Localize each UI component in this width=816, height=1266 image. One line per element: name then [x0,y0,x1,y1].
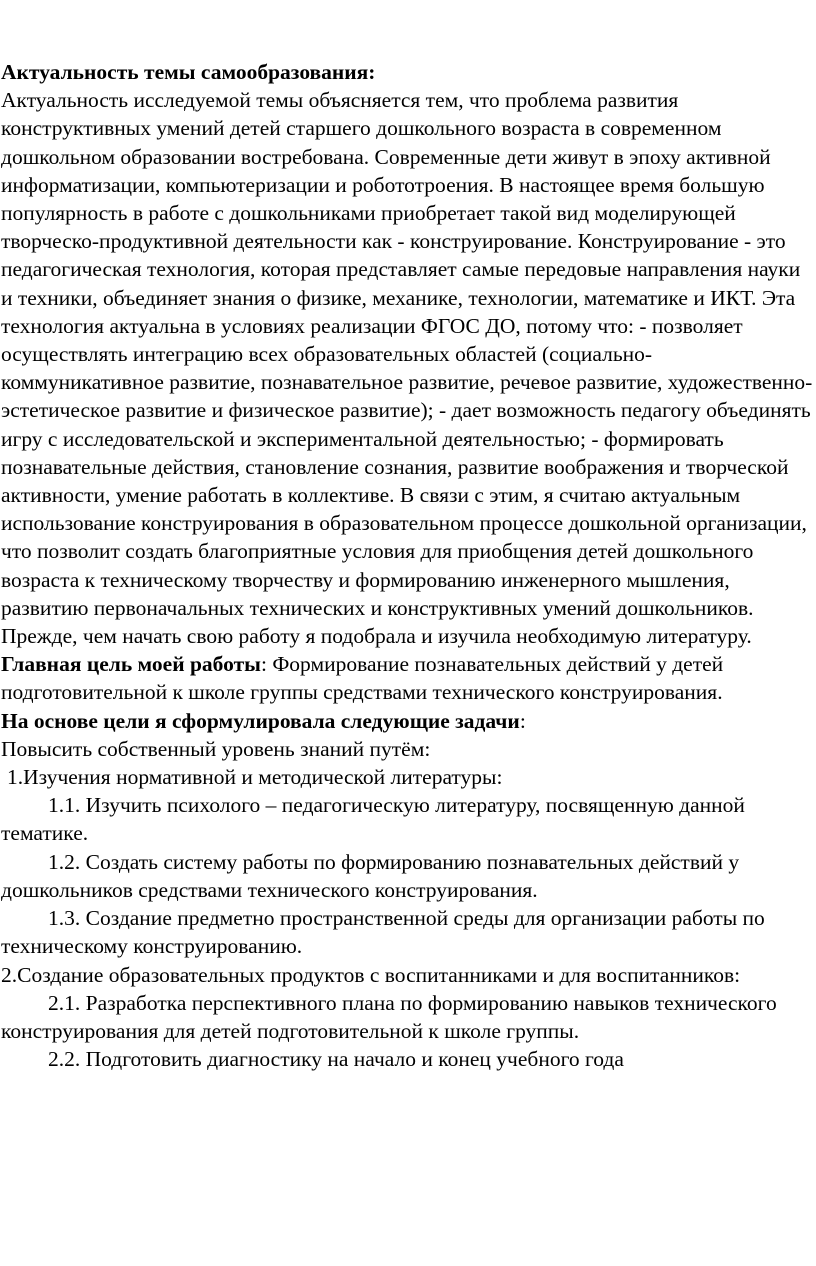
list-item-1-2: 1.2. Создать систему работы по формированию познавательных действий у дошкольников средствами технического конструирования. [1,849,740,902]
tasks-colon: : [519,708,526,733]
list-item-2-2: 2.2. Подготовить диагностику на начало и конец учебного года [48,1047,624,1072]
goal-text: : Формирование познавательных действий у детей подготовительной к школе группы средствами технического конструирования. [1,652,724,705]
document-page [1,58,813,1073]
goal-paragraph [1,650,813,706]
list-item-1-1: 1.1. Изучить психолого – педагогическую литературу, посвященную данной тематике. [1,793,745,846]
list-item-2: 2.Создание образовательных продуктов с воспитанниками и для воспитанников: [1,962,741,987]
literature-paragraph: Прежде, чем начать свою работу я подобрала и изучила необходимую литературу. [1,624,752,649]
list-item-1-3: 1.3. Создание предметно пространственной среды для организации работы по техническому конструированию. [1,906,765,959]
section-heading: Актуальность темы самообразования: [1,60,376,84]
goal-label: Главная цель моей работы [1,652,261,677]
tasks-paragraph [1,707,813,735]
tasks-label: На основе цели я сформулировала следующие задачи [1,708,520,733]
list-item-1: 1.Изучения нормативной и методической литературы: [7,765,503,790]
raise-level-paragraph: Повысить собственный уровень знаний путём: [1,736,431,761]
list-item-2-1: 2.1. Разработка перспективного плана по формированию навыков технического конструирования для детей подготовительной к школе группы. [1,990,777,1043]
intro-paragraph: Актуальность исследуемой темы объясняется тем, что проблема развития конструктивных умений детей старшего дошкольного возраста в современном дошкольном образовании востребована. Современные дети живут в эпоху активной информатизации, компьютеризации и робототроения. В настоящее время большую популярность в работе с дошкольниками приобретает такой вид моделирующей творческо-продуктивной деятельности как - конструирование. Конструирование - это педагогическая технология, которая представляет самые передовые направления науки и техники, объединяет знания о физике, механике, технологии, математике и ИКТ. Эта технология актуальна в условиях реализации ФГОС ДО, потому что: - позволяет осуществлять интеграцию всех образовательных областей (социально-коммуникативное развитие, познавательное развитие, речевое развитие, художественно-эстетическое развитие и физическое развитие); - дает возможность педагогу объединять игру с исследовательской и экспериментальной деятельностью; - формировать познавательные действия, становление сознания, развитие воображения и творческой активности, умение работать в коллективе. В связи с этим, я считаю актуальным использование конструирования в образовательном процессе дошкольной организации, что позволит создать благоприятные условия для приобщения детей дошкольного возраста к техническому творчеству и формированию инженерного мышления, развитию первоначальных технических и конструктивных умений дошкольников. [1,88,813,620]
